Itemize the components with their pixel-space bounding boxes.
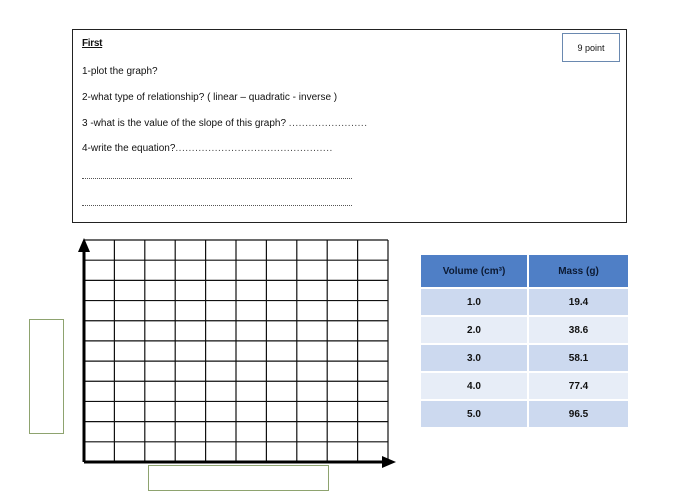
table-row bbox=[421, 345, 628, 371]
mass-cell: 77.4 bbox=[529, 373, 628, 399]
question-2-text: 2-what type of relationship? ( linear – quadratic - inverse ) bbox=[82, 92, 338, 103]
volume-cell: 4.0 bbox=[421, 373, 527, 399]
volume-cell: 3.0 bbox=[421, 345, 527, 371]
x-axis-label-box[interactable] bbox=[148, 465, 329, 491]
grid-lines bbox=[84, 240, 388, 462]
header-mass: Mass (g) bbox=[529, 255, 628, 287]
table-header-row bbox=[421, 255, 628, 287]
table-row bbox=[421, 317, 628, 343]
question-3-answer-dots[interactable]: ........................ bbox=[288, 118, 368, 129]
mass-cell: 38.6 bbox=[529, 317, 628, 343]
x-axis-arrow-icon bbox=[382, 456, 396, 468]
data-table bbox=[419, 253, 630, 429]
question-3-text: 3 -what is the value of the slope of this graph? bbox=[82, 118, 289, 129]
y-axis-label-box[interactable] bbox=[29, 319, 64, 434]
mass-cell: 58.1 bbox=[529, 345, 628, 371]
question-4-text: 4-write the equation? bbox=[82, 143, 176, 154]
volume-cell: 1.0 bbox=[421, 289, 527, 315]
question-1-text: 1-plot the graph? bbox=[82, 66, 158, 77]
points-label: 9 point bbox=[577, 42, 605, 53]
table-row bbox=[421, 373, 628, 399]
question-4-answer-dots[interactable]: ................................................ bbox=[175, 143, 333, 154]
mass-cell: 19.4 bbox=[529, 289, 628, 315]
mass-cell: 96.5 bbox=[529, 401, 628, 427]
table-row bbox=[421, 401, 628, 427]
table-row bbox=[421, 289, 628, 315]
volume-cell: 5.0 bbox=[421, 401, 527, 427]
volume-cell: 2.0 bbox=[421, 317, 527, 343]
header-volume: Volume (cm³) bbox=[421, 255, 527, 287]
section-heading: First bbox=[82, 38, 103, 49]
